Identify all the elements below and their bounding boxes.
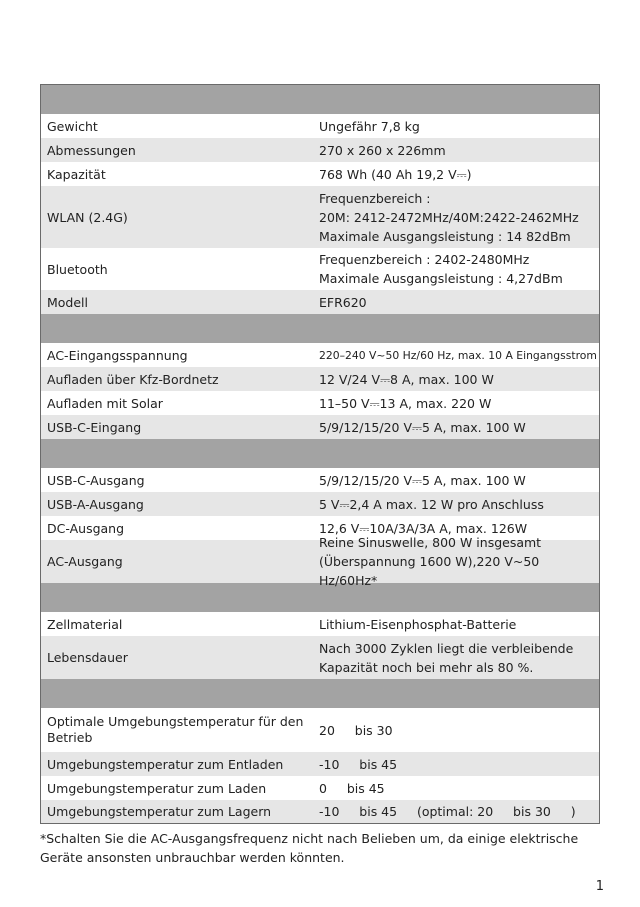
row-label: Umgebungstemperatur zum Entladen [47, 756, 284, 772]
row-label: Kapazität [47, 166, 106, 182]
row-label: Optimale Umgebungstemperatur für den Betrieb [47, 714, 304, 745]
table-row [41, 468, 599, 492]
row-value [313, 250, 599, 288]
row-value [313, 779, 599, 798]
row-label: Gewicht [47, 118, 98, 134]
row-value [313, 189, 599, 246]
row-label: USB-C-Eingang [47, 419, 142, 435]
value-line: Frequenzbereich : [319, 190, 431, 206]
table-row [41, 367, 599, 391]
value-text: -10 bis 45 (optimal: 20 bis 30 ) [319, 804, 576, 819]
value-line: Kapazität noch bei mehr als 80 %. [319, 659, 534, 675]
value-text: -10 bis 45 [319, 756, 398, 772]
row-label: Lebensdauer [47, 650, 128, 665]
table-row [41, 248, 599, 290]
row-label: Aufladen über Kfz-Bordnetz [47, 371, 219, 387]
row-label: AC-Ausgang [47, 554, 123, 569]
table-row [41, 776, 599, 800]
row-value: 220–240 V~50 Hz/60 Hz, max. 10 A Eingangsstrom [319, 348, 597, 362]
row-value: 5/9/12/15/20 V⎓5 A, max. 100 W [319, 419, 526, 435]
section-header-bar [41, 314, 599, 343]
section-header-bar [41, 439, 599, 468]
table-row [41, 114, 599, 138]
value-line: 20M: 2412-2472MHz/40M:2422-2462MHz [319, 209, 579, 225]
row-label: Umgebungstemperatur zum Lagern [47, 804, 272, 819]
table-row [41, 391, 599, 415]
value-line: Nach 3000 Zyklen liegt die verbleibende [319, 640, 574, 656]
row-value: 12 V/24 V⎓8 A, max. 100 W [319, 371, 494, 387]
row-label: Modell [47, 294, 89, 310]
value-text: 0 bis 45 [319, 780, 385, 796]
row-value: Ungefähr 7,8 kg [319, 118, 420, 134]
value-line: Maximale Ausgangsleistung : 14 82dBm [319, 228, 571, 244]
table-row [41, 138, 599, 162]
table-row [41, 752, 599, 776]
table-row [41, 162, 599, 186]
footnote: *Schalten Sie die AC-Ausgangsfrequenz nicht nach Belieben um, da einige elektrische Geräte ansonsten unbrauchbar werden könnten. [40, 831, 579, 865]
table-row [41, 415, 599, 439]
row-value: 5 V⎓2,4 A max. 12 W pro Anschluss [319, 496, 544, 512]
page-number: 1 [595, 879, 604, 894]
row-label: Umgebungstemperatur zum Laden [47, 780, 267, 796]
row-label: Abmessungen [47, 142, 136, 158]
row-label: USB-A-Ausgang [47, 496, 144, 512]
table-row [41, 186, 599, 248]
spec-table [40, 84, 600, 824]
row-label: USB-C-Ausgang [47, 472, 145, 488]
row-value [313, 721, 599, 740]
table-row [41, 492, 599, 516]
row-value [313, 639, 599, 677]
value-line: Reine Sinuswelle, 800 W insgesamt [319, 535, 542, 550]
row-value: 270 x 260 x 226mm [319, 142, 446, 158]
table-row [41, 612, 599, 636]
section-header-bar [41, 85, 599, 114]
row-value: 12,6 V⎓10A/3A/3A A, max. 126W [319, 520, 528, 536]
section-header-bar [41, 679, 599, 708]
table-row [41, 343, 599, 367]
row-label: Bluetooth [47, 261, 108, 277]
row-label: Aufladen mit Solar [47, 395, 163, 411]
value-line: (Überspannung 1600 W),220 V~50 Hz/60Hz* [319, 554, 540, 588]
table-row [41, 708, 599, 752]
table-row [41, 800, 599, 823]
table-row [41, 636, 599, 679]
value-line: Maximale Ausgangsleistung : 4,27dBm [319, 271, 563, 286]
row-value [313, 802, 599, 821]
row-label: DC-Ausgang [47, 520, 125, 536]
row-value: Lithium-Eisenphosphat-Batterie [319, 616, 517, 632]
row-value: EFR620 [319, 294, 367, 310]
table-row [41, 535, 599, 588]
row-label: AC-Eingangsspannung [47, 347, 188, 363]
row-label: WLAN (2.4G) [47, 209, 128, 225]
table-row [41, 290, 599, 314]
value-line: Frequenzbereich : 2402-2480MHz [319, 252, 530, 267]
value-text: 20 bis 30 [319, 722, 393, 738]
row-label: Zellmaterial [47, 616, 123, 632]
row-value: 5/9/12/15/20 V⎓5 A, max. 100 W [319, 472, 526, 488]
row-value [313, 755, 599, 774]
row-value [313, 533, 599, 590]
row-value: 11–50 V⎓13 A, max. 220 W [319, 395, 492, 411]
row-value: 768 Wh (40 Ah 19,2 V⎓) [319, 166, 472, 182]
